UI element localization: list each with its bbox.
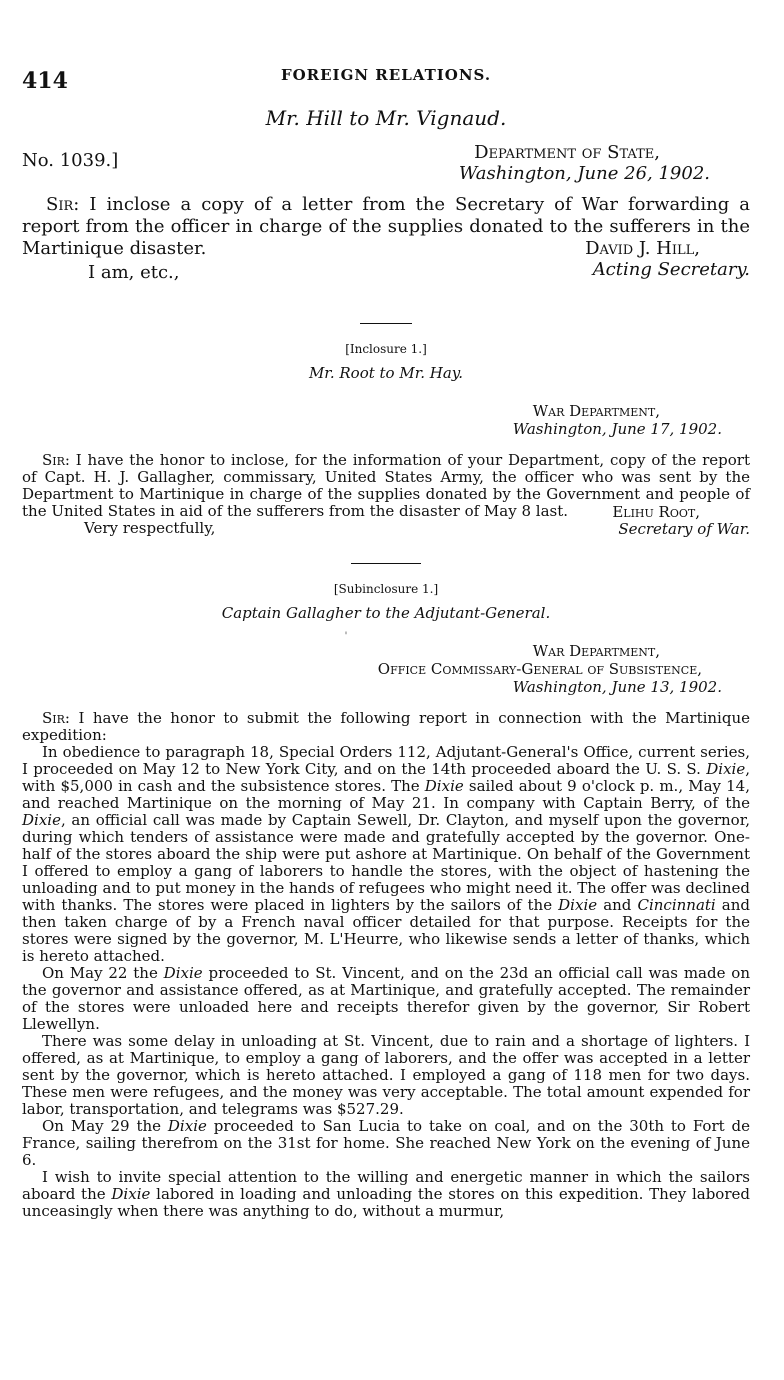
text-run: , with $5,000 in cash and the subsistence stores. The: [22, 760, 750, 795]
text-run: sailed about 9 o'clock p. m., May 14, and reached Martinique on the morning of May 21. In company with Captain Berry, of the: [22, 777, 750, 812]
report-paragraph-5: [22, 1169, 750, 1220]
letter-header: [22, 142, 750, 184]
text-run: On May 29 the: [42, 1117, 168, 1135]
salutation: Sir:: [42, 451, 70, 469]
department-name: War Department,: [532, 402, 660, 420]
section-divider: [351, 563, 421, 564]
text-run: On May 22 the: [42, 964, 164, 982]
salutation: Sir:: [46, 194, 80, 215]
signature-title: Acting Secretary.: [592, 259, 750, 280]
report-intro: [22, 710, 750, 744]
report-paragraph-3: There was some delay in unloading at St. Vincent, due to rain and a shortage of lighters. I offered, as at Martinique, to employ a gang of laborers, and the offer was accepted in a letter sent by the governor, which is hereto attached. I employed a gang of 118 men for two days. These men were refugees, and the money was very acceptable. The total amount expended for labor, transportation, and telegrams was $527.29.: [22, 1032, 750, 1118]
signature-title: Secretary of War.: [618, 520, 750, 538]
report-intro-text: I have the honor to submit the following report in connection with the Martinique expedition:: [22, 709, 750, 744]
department-name: Department of State,: [474, 142, 660, 163]
text-run: and: [597, 896, 638, 914]
ship-name: Dixie: [22, 811, 61, 829]
text-run: labored in loading and unloading the stores on this expedition. They labored unceasingly when there was anything to do, without a murmur,: [22, 1185, 750, 1220]
ship-name: Cincinnati: [637, 896, 716, 914]
ship-name: Dixie: [163, 964, 203, 982]
ship-name: Dixie: [706, 760, 746, 778]
ship-name: Dixie: [424, 777, 464, 795]
document-number: No. 1039.]: [22, 150, 119, 171]
stray-mark: ': [344, 631, 348, 642]
text-run: proceeded to St. Vincent, and on the 23d an official call was made on the governor and assistance offered, as at Martinique, and gratefully accepted. The remainder of the stores were unloaded here and receipts therefor given by the governor, Sir Robert Llewellyn.: [22, 964, 750, 1033]
inclosure-body-text: I have the honor to inclose, for the information of your Department, copy of the report of Capt. H. J. Gallagher, commissary, United States Army, the officer who was sent by the Department to Martinique in charge of the supplies donated by the Government and people of the United States in aid of the sufferers from the disaster of May 8 last.: [22, 451, 750, 520]
report-paragraph-4: [22, 1118, 750, 1169]
inclosure-heading: Mr. Root to Mr. Hay.: [308, 364, 464, 382]
ship-name: Dixie: [558, 896, 598, 914]
closing-block: [22, 238, 750, 283]
section-divider: [360, 323, 412, 324]
ship-name: Dixie: [167, 1117, 207, 1135]
report-paragraph-2: [22, 965, 750, 1033]
subinclosure-label: [Subinclosure 1.]: [333, 582, 439, 596]
dateline: Washington, June 17, 1902.: [512, 420, 722, 438]
closing-block: [22, 503, 750, 538]
signature-name: David J. Hill,: [585, 238, 700, 259]
page-number: 414: [22, 68, 68, 94]
subinclosure-heading: Captain Gallagher to the Adjutant-General.: [221, 604, 551, 622]
closing-line: I am, etc.,: [88, 262, 180, 283]
signature: [612, 504, 750, 538]
dateline: Washington, June 13, 1902.: [512, 678, 722, 696]
salutation: Sir:: [42, 709, 70, 727]
signature-name: Elihu Root,: [612, 503, 700, 521]
text-run: and then taken charge of by a French naval officer detailed for that purpose. Receipts for the stores were signed by the governor, M. L'Heurre, who likewise sends a letter of thanks, which is hereto attached.: [22, 896, 750, 965]
office-name: Office Commissary-General of Subsistence,: [377, 660, 702, 678]
letter-heading: Mr. Hill to Mr. Vignaud.: [265, 106, 507, 130]
running-head: [22, 62, 750, 102]
signature: [585, 238, 750, 280]
report-paragraph-1: [22, 744, 750, 965]
text-run: I wish to invite special attention to the willing and energetic manner in which the sailors aboard the: [22, 1168, 750, 1203]
dateline: Washington, June 26, 1902.: [458, 163, 710, 184]
running-title: FOREIGN RELATIONS.: [280, 66, 492, 84]
department-name: War Department,: [532, 642, 660, 660]
inclosure-label: [Inclosure 1.]: [345, 342, 427, 356]
text-run: In obedience to paragraph 18, Special Orders 112, Adjutant-General's Office, current series, I proceeded on May 12 to New York City, and on the 14th proceeded aboard the U. S. S.: [22, 743, 750, 778]
closing-line: Very respectfully,: [84, 519, 216, 537]
text-run: proceeded to San Lucia to take on coal, and on the 30th to Fort de France, sailing therefrom on the 31st for home. She reached New York on the evening of June 6.: [22, 1117, 750, 1169]
ship-name: Dixie: [111, 1185, 151, 1203]
letter-body-text: I inclose a copy of a letter from the Secretary of War forwarding a report from the officer in charge of the supplies donated to the sufferers in the Martinique disaster.: [22, 194, 750, 259]
text-run: , an official call was made by Captain Sewell, Dr. Clayton, and myself upon the governor, during which tenders of assistance were made and gratefully accepted by the governor. One-half of the stores aboard the ship were put ashore at Martinique. On behalf of the Government I offered to employ a gang of laborers to handle the stores, with the object of hastening the unloading and to put money in the hands of refugees who might need it. The offer was declined with thanks. The stores were placed in lighters by the sailors of the: [22, 811, 750, 914]
